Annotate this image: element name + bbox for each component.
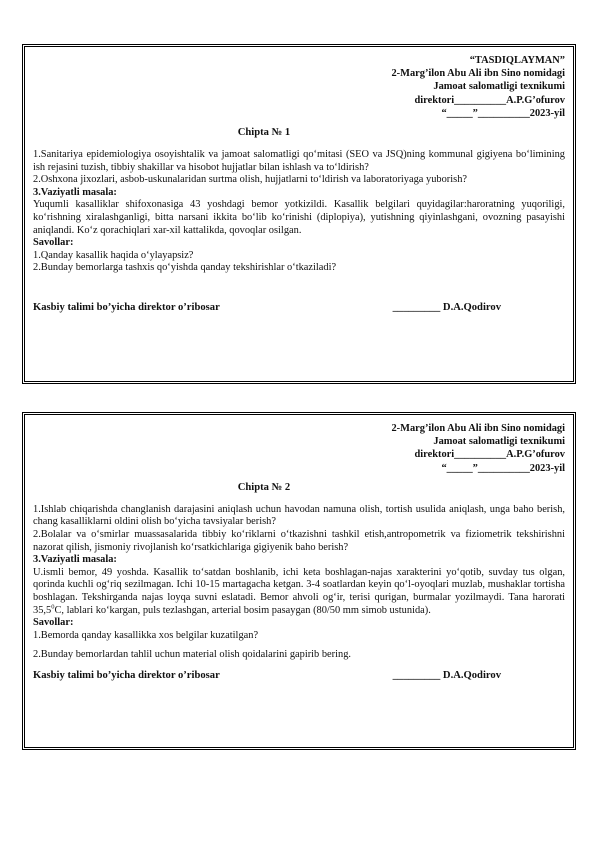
task-text: Yuqumli kasalliklar shifoxonasiga 43 yoshdagi bemor yotkizildi. Kasallik belgilari quyidagilar:haroratning yuqoriligi, ko‘rishning xiralashganligi, bitta narsani ikkita bo‘lib ko‘rinishi (diplopiya), yutishning qiyinlashgani, ovozning pasayishi aniqlandi. Ko‘z qorachiqlari xar-xil kattalikda, qovoqlar osilgan.	[33, 199, 565, 236]
task-title: 3.Vaziyatli masala:	[33, 554, 117, 566]
header-line: direktori__________A.P.G’ofurov	[414, 449, 565, 461]
signature-row	[33, 301, 565, 314]
questions-title: Savollar:	[33, 237, 74, 249]
header-line: Jamoat salomatligi texnikumi	[433, 436, 565, 448]
header-line: “_____”__________2023-yil	[441, 107, 565, 119]
question-1: 1.Ishlab chiqarishda changlanish darajasini aniqlash uchun havodan namuna olish, tortish usulida aniqlash, unga baho berish, chang kasalliklarni oldini olish bo‘yicha tavsiyalar berish?	[33, 503, 565, 528]
task-text-part: U.ismli bemor, 49 yoshda. Kasallik to‘satdan boshlanib, ichi keta boshlagan-najas xarakterini yo‘qotib, suvday tus olgan, qorinda kuchli og‘riq sezilmagan. Ichi 10-15 martagacha ketgan. 3-4 soatlardan keyin qo‘l-oyoqlari muzlab, mushaklar tortisha boshlagan. Tekshirganda najas loyqa suvni eslatadi. Bemor ahvoli og‘ir, terisi qurigan, burmalar yozilmaydi. Tana harorati 35,5	[33, 566, 565, 616]
question-2: 2.Bolalar va o‘smirlar muassasalarida tibbiy ko‘riklarni o‘tkazishni tashkil etish,antropometrik va fiziometrik tekshirishni nazorat qilish, jismoniy rivojlanish ko‘rsatkichlariga gigiyenik baho berish?	[33, 529, 565, 553]
header-line: Jamoat salomatligi texnikumi	[433, 81, 565, 93]
ticket-card-2	[22, 412, 576, 750]
sub-question-1: 1.Bemorda qanday kasallikka xos belgilar kuzatilgan?	[33, 629, 259, 641]
signature-title: Kasbiy talimi bo’yicha direktor o’ribosar	[33, 301, 220, 313]
approval-header	[33, 54, 565, 120]
sub-question-1: 1.Qanday kasallik haqida o‘ylayapsiz?	[33, 249, 194, 261]
signature-name: _________ D.A.Qodirov	[392, 669, 501, 681]
question-1: 1.Sanitariya epidemiologiya osoyishtalik va jamoat salomatligi qo‘mitasi (SEO va JSQ)ning kommunal gigiyena bo‘limining ish rejasini tuzish, tibbiy shakillar va hisobot hujjatlar bilan ishlash va to‘ldirish?	[33, 149, 565, 173]
signature-name: _________ D.A.Qodirov	[392, 301, 501, 313]
header-line: “_____”__________2023-yil	[441, 462, 565, 474]
degree-superscript: 0	[51, 603, 55, 611]
sub-question-2: 2.Bunday bemorlarga tashxis qo‘yishda qanday tekshirishlar o‘tkaziladi?	[33, 262, 337, 274]
ticket-title: Chipta № 2	[237, 481, 291, 493]
approval-header	[33, 422, 565, 475]
questions-title: Savollar:	[33, 617, 74, 629]
question-2: 2.Oshxona jixozlari, asbob-uskunalaridan surtma olish, hujjatlarni to‘ldirish va laboratoriyaga yuborish?	[33, 174, 467, 186]
sub-question-2: 2.Bunday bemorlardan tahlil uchun material olish qoidalarini gapirib bering.	[33, 649, 351, 661]
signature-title: Kasbiy talimi bo’yicha direktor o’ribosar	[33, 669, 220, 681]
ticket-title: Chipta № 1	[237, 127, 291, 139]
header-line: 2-Marg’ilon Abu Ali ibn Sino nomidagi	[391, 423, 565, 434]
ticket-card-1	[22, 44, 576, 384]
header-line: 2-Marg’ilon Abu Ali ibn Sino nomidagi	[391, 68, 565, 80]
header-line: direktori__________A.P.G’ofurov	[414, 94, 565, 106]
approve-stamp: “TASDIQLAYMAN”	[469, 55, 565, 66]
task-text	[33, 567, 565, 617]
task-text-part: C, lablari ko‘kargan, puls tezlashgan, arterial bosim pasaygan (80/50 mm simob ustunida).	[54, 604, 431, 616]
signature-row	[33, 669, 565, 682]
task-title: 3.Vaziyatli masala:	[33, 186, 117, 198]
